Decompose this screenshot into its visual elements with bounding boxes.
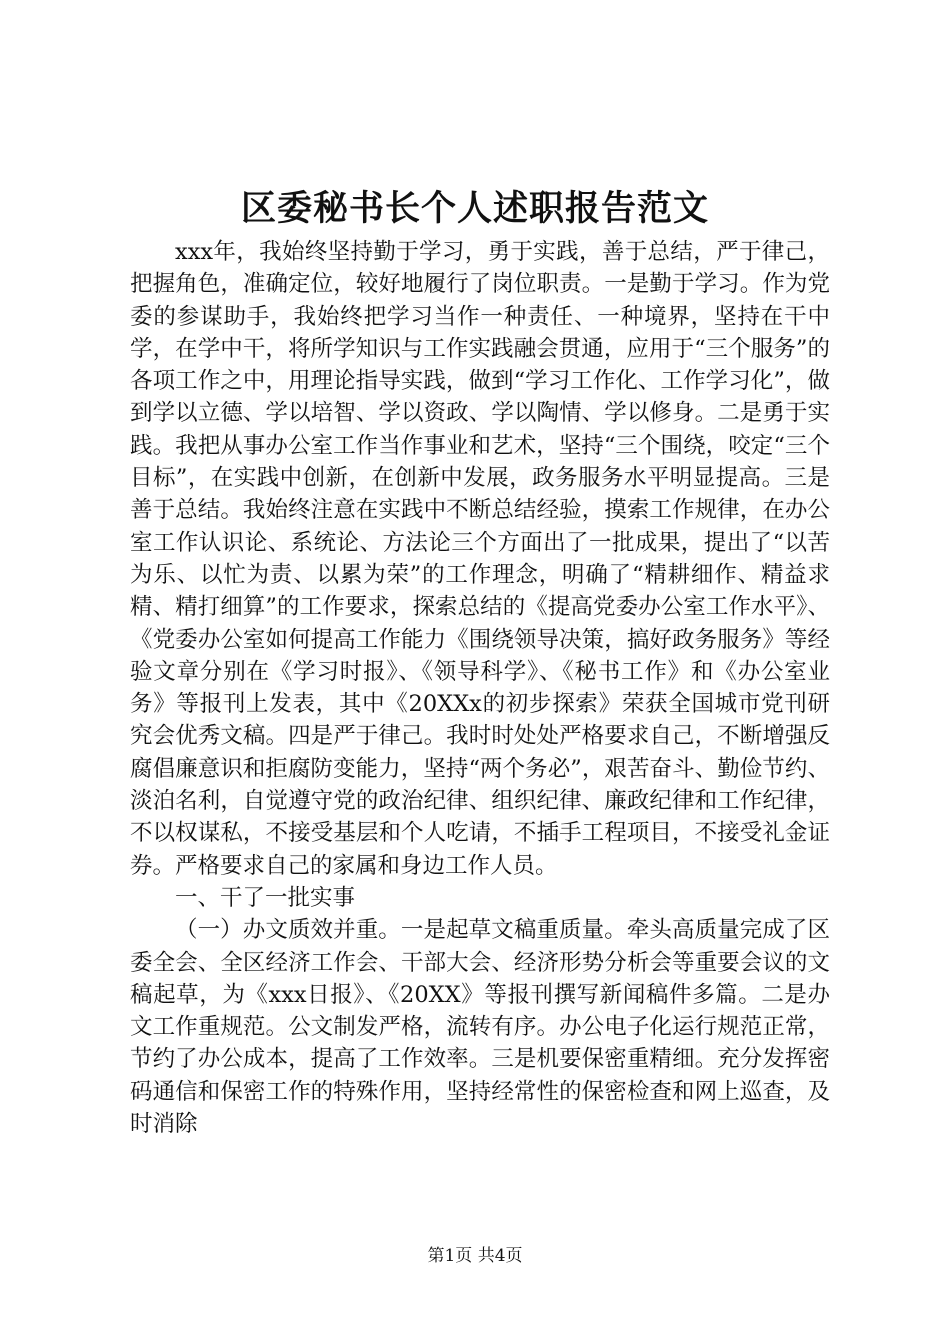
- paragraph-section-1: （一）办文质效并重。一是起草文稿重质量。牵头高质量完成了区委全会、全区经济工作会、干部大会、经济形势分析会等重要会议的文稿起草，为《xxx日报》、《20XX》等报刊撰写新闻稿件多篇。二是办文工作重规范。公文制发严格，流转有序。办公电子化运行规范正常，节约了办公成本，提高了工作效率。三是机要保密重精细。充分发挥密码通信和保密工作的特殊作用，坚持经常性的保密检查和网上巡查，及时消除: [130, 917, 830, 1138]
- page-footer: [0, 1244, 950, 1268]
- document-body: [130, 236, 830, 1140]
- page-number: 第1页 共4页: [427, 1246, 523, 1266]
- paragraph-intro: xxx年，我始终坚持勤于学习，勇于实践，善于总结，严于律己，把握角色，准确定位，较好地履行了岗位职责。一是勤于学习。作为党委的参谋助手，我始终把学习当作一种责任、一种境界，坚持在干中学，在学中干，将所学知识与工作实践融会贯通，应用于“三个服务”的各项工作之中，用理论指导实践，做到“学习工作化、工作学习化”，做到学以立德、学以培智、学以资政、学以陶情、学以修身。二是勇于实践。我把从事办公室工作当作事业和艺术，坚持“三个围绕，咬定“三个目标”，在实践中创新，在创新中发展，政务服务水平明显提高。三是善于总结。我始终注意在实践中不断总结经验，摸索工作规律，在办公室工作认识论、系统论、方法论三个方面出了一批成果，提出了“以苦为乐、以忙为责、以累为荣”的工作理念，明确了“精耕细作、精益求精、精打细算”的工作要求，探索总结的《提高党委办公室工作水平》、《党委办公室如何提高工作能力《围绕领导决策，搞好政务服务》等经验文章分别在《学习时报》、《领导科学》、《秘书工作》和《办公室业务》等报刊上发表，其中《20XXx的初步探索》荣获全国城市党刊研究会优秀文稿。四是严于律己。我时时处处严格要求自己，不断增强反腐倡廉意识和拒腐防变能力，坚持“两个务必”，艰苦奋斗、勤俭节约、淡泊名利，自觉遵守党的政治纪律、组织纪律、廉政纪律和工作纪律，不以权谋私，不接受基层和个人吃请，不插手工程项目，不接受礼金证券。严格要求自己的家属和身边工作人员。: [130, 239, 830, 879]
- document-title: 区委秘书长个人述职报告范文: [240, 188, 709, 229]
- section-heading: 一、干了一批实事: [175, 884, 356, 911]
